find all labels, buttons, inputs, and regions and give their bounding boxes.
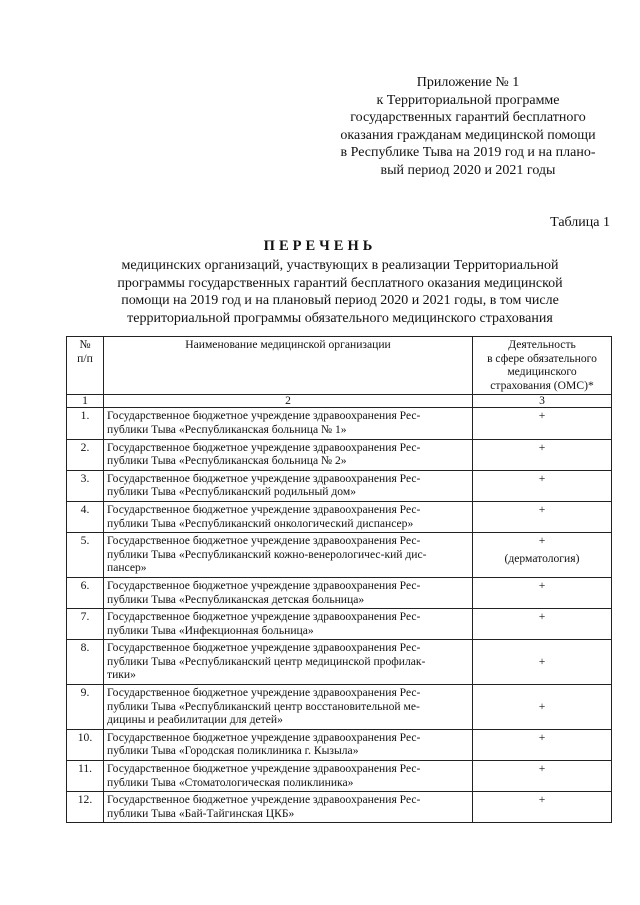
organization-name	[104, 408, 473, 439]
organization-name-line: Государственное бюджетное учреждение здравоохранения Рес-	[107, 641, 421, 655]
organization-name	[104, 577, 473, 608]
appendix-line: оказания гражданам медицинской помощи	[340, 127, 596, 143]
organization-name-line: публики Тыва «Городская поликлиника г. Кызыла»	[107, 744, 359, 758]
header-oms-line: в сфере обязательного	[487, 351, 597, 365]
oms-activity	[473, 439, 612, 470]
row-number: 8.	[67, 640, 104, 685]
header-number-line: №	[79, 338, 91, 351]
table-row	[67, 501, 612, 532]
oms-mark: +	[538, 534, 546, 548]
organization-name-line: Государственное бюджетное учреждение здравоохранения Рес-	[107, 440, 421, 454]
organization-name	[104, 470, 473, 501]
oms-activity	[473, 640, 612, 685]
organization-name	[104, 501, 473, 532]
subtitle-line: программы государственных гарантий бесплатного оказания медицинской	[117, 275, 563, 291]
oms-note: (дерматология)	[504, 551, 580, 565]
organization-name-line: тики»	[107, 668, 136, 682]
appendix-line: вый период 2020 и 2021 годы	[380, 162, 556, 178]
table-row	[67, 408, 612, 439]
organization-name-line: Государственное бюджетное учреждение здравоохранения Рес-	[107, 578, 421, 592]
appendix-line: Приложение № 1	[416, 75, 520, 90]
appendix-line: в Республике Тыва на 2019 год и на плано-	[340, 145, 596, 160]
column-index: 2	[104, 395, 473, 408]
document-title: ПЕРЕЧЕНЬ	[263, 238, 377, 254]
row-number: 12.	[67, 792, 104, 823]
organization-name	[104, 761, 473, 792]
oms-mark: +	[538, 502, 546, 516]
organization-name-line: Государственное бюджетное учреждение здравоохранения Рес-	[107, 409, 421, 423]
organization-name-line: Государственное бюджетное учреждение здравоохранения Рес-	[107, 793, 421, 807]
subtitle-line: помощи на 2019 год и на плановый период 2020 и 2021 годы, в том числе	[121, 293, 559, 308]
organization-name-line: публики Тыва «Республиканский центр медицинской профилак-	[107, 654, 426, 668]
organization-name	[104, 439, 473, 470]
row-number: 10.	[67, 729, 104, 760]
oms-mark: +	[538, 730, 546, 744]
row-number: 1.	[67, 408, 104, 439]
appendix-line: государственных гарантий бесплатного	[350, 110, 586, 125]
row-number: 3.	[67, 470, 104, 501]
column-index-row	[67, 395, 612, 408]
column-index: 1	[67, 395, 104, 408]
table-label: Таблица 1	[550, 215, 610, 230]
oms-mark: +	[538, 440, 546, 454]
header-number	[67, 337, 104, 395]
organization-name-line: Государственное бюджетное учреждение здравоохранения Рес-	[107, 730, 421, 744]
oms-activity	[473, 792, 612, 823]
organization-name-line: Государственное бюджетное учреждение здравоохранения Рес-	[107, 534, 421, 548]
table-row	[67, 533, 612, 578]
organization-name-line: дицины и реабилитации для детей»	[107, 713, 283, 727]
oms-activity	[473, 501, 612, 532]
table-header-row	[67, 337, 612, 395]
oms-activity	[473, 470, 612, 501]
table-row	[67, 439, 612, 470]
oms-activity	[473, 609, 612, 640]
table-row	[67, 640, 612, 685]
organization-name-line: публики Тыва «Республиканский онкологический диспансер»	[107, 516, 414, 530]
organization-name-line: публики Тыва «Республиканский родильный дом»	[107, 485, 356, 499]
document-subtitle	[60, 257, 620, 327]
oms-activity	[473, 685, 612, 730]
header-oms-line: медицинского	[507, 365, 577, 379]
organization-name-line: публики Тыва «Стоматологическая поликлиника»	[107, 775, 354, 789]
organization-name-line: публики Тыва «Инфекционная больница»	[107, 623, 314, 637]
table-row	[67, 761, 612, 792]
appendix-heading	[322, 74, 614, 179]
row-number: 11.	[67, 761, 104, 792]
subtitle-line: территориальной программы обязательного медицинского страхования	[127, 310, 553, 326]
organization-name-line: Государственное бюджетное учреждение здравоохранения Рес-	[107, 762, 421, 776]
row-number: 2.	[67, 439, 104, 470]
organization-name-line: публики Тыва «Республиканская больница № 2»	[107, 454, 347, 468]
table-row	[67, 577, 612, 608]
organization-name-line: публики Тыва «Бай-Тайгинская ЦКБ»	[107, 806, 295, 820]
table-row	[67, 685, 612, 730]
organization-name	[104, 792, 473, 823]
organization-name-line: публики Тыва «Республиканская больница № 1»	[107, 422, 347, 436]
organization-name-line: публики Тыва «Республиканский центр восстановительной ме-	[107, 699, 420, 713]
oms-mark: +	[538, 762, 546, 776]
row-number: 7.	[67, 609, 104, 640]
organization-name-line: Государственное бюджетное учреждение здравоохранения Рес-	[107, 502, 421, 516]
organization-name-line: пансер»	[107, 561, 147, 575]
oms-mark: +	[538, 610, 546, 624]
oms-activity	[473, 761, 612, 792]
organization-name-line: Государственное бюджетное учреждение здравоохранения Рес-	[107, 471, 421, 485]
oms-mark: +	[538, 699, 546, 713]
header-oms-activity	[473, 337, 612, 395]
organization-name	[104, 729, 473, 760]
oms-activity	[473, 577, 612, 608]
oms-mark: +	[538, 409, 546, 423]
oms-activity	[473, 533, 612, 578]
row-number: 4.	[67, 501, 104, 532]
oms-mark: +	[538, 793, 546, 807]
appendix-line: к Территориальной программе	[376, 92, 560, 108]
header-organization-name: Наименование медицинской организации	[104, 337, 473, 395]
row-number: 6.	[67, 577, 104, 608]
header-oms-line: страхования (ОМС)*	[490, 378, 594, 392]
row-number: 5.	[67, 533, 104, 578]
oms-mark: +	[538, 471, 546, 485]
organization-name	[104, 685, 473, 730]
organization-name-line: публики Тыва «Республиканская детская больница»	[107, 592, 365, 606]
subtitle-line: медицинских организаций, участвующих в реализации Территориальной	[121, 258, 559, 273]
column-index: 3	[473, 395, 612, 408]
table-row	[67, 729, 612, 760]
header-oms-line: Деятельность	[508, 338, 576, 351]
oms-mark: +	[538, 654, 546, 668]
header-number-line: п/п	[77, 351, 93, 365]
organization-name	[104, 609, 473, 640]
table-row	[67, 470, 612, 501]
organization-name-line: Государственное бюджетное учреждение здравоохранения Рес-	[107, 686, 421, 700]
oms-activity	[473, 408, 612, 439]
organization-name-line: Государственное бюджетное учреждение здравоохранения Рес-	[107, 610, 421, 624]
organization-name-line: публики Тыва «Республиканский кожно-венерологичес-кий дис-	[107, 547, 427, 561]
organization-name	[104, 533, 473, 578]
table-row	[67, 609, 612, 640]
organizations-table	[66, 336, 612, 823]
table-row	[67, 792, 612, 823]
organization-name	[104, 640, 473, 685]
row-number: 9.	[67, 685, 104, 730]
oms-mark: +	[538, 578, 546, 592]
oms-activity	[473, 729, 612, 760]
